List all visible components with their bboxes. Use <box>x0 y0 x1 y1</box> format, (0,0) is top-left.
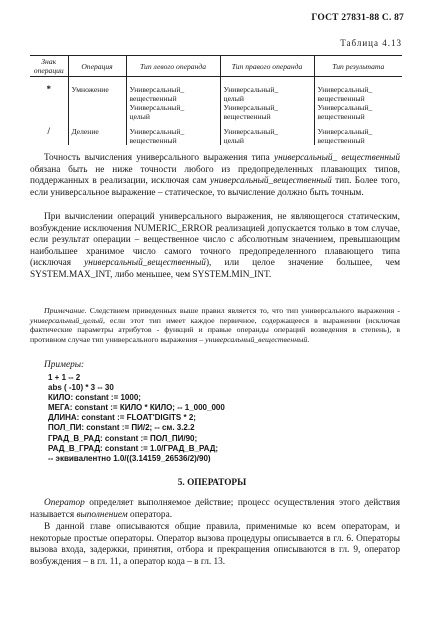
code-line: РАД_В_ГРАД: constant := 1.0/ГРАД_В_РАД; <box>48 443 219 453</box>
result-cell <box>314 85 402 121</box>
cell-text: Универсальный_ <box>129 103 185 112</box>
text-run: ), или целое значение большее, чем SYSTEM.MAX_INT, либо меньшее, чем SYSTEM.MIN_INT. <box>30 258 400 280</box>
italic-term: универсальный_вещественный <box>84 258 206 269</box>
cell-text: вещественный <box>129 136 177 145</box>
op-sign: * <box>46 84 51 94</box>
col-header-sign: Знак операции <box>30 56 68 77</box>
cell-text: Универсальный_ <box>129 85 185 94</box>
cell-text: вещественный <box>317 112 365 121</box>
paragraph-exceptions <box>30 212 400 282</box>
col-header-right-operand: Тип правого операнда <box>220 56 314 77</box>
paragraph-operator-def <box>30 498 400 521</box>
cell-text: целый <box>129 112 150 121</box>
cell-text: Универсальный_ <box>223 85 279 94</box>
text-run: При вычислении операций универсального выражения, не являющегося статическим, возбуждение исключения NUMERIC_ERROR реализацией допускается только в том случае, если результат операции – вещественное число с абсолютным значением, превышающим наибольшее хранимое число самого точного предопределенного плавающего типа (исключая <box>30 212 400 269</box>
right-operand-cell <box>220 121 314 145</box>
text-run: оператора. <box>127 509 173 520</box>
note-label: Примечание. <box>44 306 87 315</box>
examples-title: Примеры: <box>44 360 85 370</box>
cell-text: Универсальный_ <box>129 127 185 136</box>
right-operand-cell <box>220 85 314 121</box>
cell-text: вещественный <box>317 94 365 103</box>
cell-text: целый <box>223 136 244 145</box>
cell-text: Универсальный_ <box>223 127 279 136</box>
cell-text: Универсальный_ <box>317 103 373 112</box>
text-run: В данной главе описываются общие правила, применимые ко всем операторам, и некоторые простые операторы. Оператор вызова процедуры описывается в гл. 6. Операторы вызова входа, задержки, принятия, отбора и прекращения описываются в гл. 9, оператор возбуждения – в гл. 11, а оператор кода – в гл. 13. <box>30 522 400 567</box>
col-header-result: Тип результата <box>314 56 402 77</box>
code-line: ПОЛ_ПИ: constant := ПИ/2; -- см. 3.2.2 <box>48 423 195 433</box>
italic-term: универсальный_вещественный <box>209 176 332 187</box>
cell-text: вещественный <box>129 94 177 103</box>
italic-term: выполнением <box>76 509 128 520</box>
code-line: abs ( -10) * 3 -- 30 <box>48 383 114 393</box>
left-operand-cell <box>126 121 220 145</box>
result-cell <box>314 121 402 145</box>
cell-text: вещественный <box>223 112 271 121</box>
table-spacer-row <box>30 77 402 86</box>
italic-term: универсальный_ вещественный <box>273 153 400 163</box>
code-line: КИЛО: constant := 1000; <box>48 393 141 403</box>
col-header-operation: Операция <box>68 56 126 77</box>
text-run: Следствием приведенных выше правил является то, что тип универсального выражения - <box>86 306 400 315</box>
table-header-row <box>30 56 402 77</box>
text-run: Точность вычисления универсального выражения типа <box>44 153 274 163</box>
text-run: , если этот тип имеет каждое первичное, содержащееся в выражении (исключая фактические параметры атрибутов - функций и правые операнды операций возведения в степень), в противном случае тип универсального выражения – <box>30 315 400 344</box>
op-name: Деление <box>68 121 126 145</box>
cell-text: целый <box>223 94 244 103</box>
text-run: определяет выполняемое действие; процесс осуществления этого действия называется <box>30 498 400 520</box>
op-sign: / <box>47 126 50 136</box>
code-line: 1 + 1 -- 2 <box>48 373 81 382</box>
section-title: 5. ОПЕРАТОРЫ <box>177 478 247 488</box>
text-run: . <box>307 334 310 344</box>
paragraph-chapter-overview <box>30 522 400 568</box>
code-line: ГРАД_В_РАД: constant := ПОЛ_ПИ/90; <box>48 433 198 443</box>
table-caption: Таблица 4.13 <box>340 38 402 48</box>
note-paragraph <box>30 306 400 344</box>
table-row <box>30 85 402 121</box>
code-examples <box>48 373 225 464</box>
italic-term: Оператор <box>44 498 85 508</box>
op-name: Умножение <box>68 85 126 121</box>
italic-term: универсальный_вещественный <box>205 334 308 344</box>
paragraph-precision <box>30 153 400 199</box>
running-header: ГОСТ 27831-88 С. 87 <box>311 13 404 23</box>
operations-table <box>30 55 402 145</box>
cell-text: вещественный <box>317 136 365 145</box>
code-line: ДЛИНА: constant := FLOAT'DIGITS * 2; <box>48 413 196 423</box>
left-operand-cell <box>126 85 220 121</box>
code-line: МЕГА: constant := КИЛО * КИЛО; -- 1_000_000 <box>48 403 225 413</box>
col-header-left-operand: Тип левого операнда <box>126 56 220 77</box>
code-line: -- эквивалентно 1.0/((3.14159_26536/2)/90) <box>48 453 211 463</box>
italic-term: универсальный_целый <box>30 315 103 325</box>
text-run: тип. Более того, если универсальное выражение – статическое, то вычисление должно быть точным. <box>30 176 401 198</box>
table-row <box>30 121 402 145</box>
text-run: обязана быть не ниже точности любого из предопределенных плавающих типов, поддержанных в реализации, исключая сам <box>30 164 400 187</box>
cell-text: Универсальный_ <box>317 85 373 94</box>
cell-text: Универсальный_ <box>317 127 373 136</box>
cell-text: Универсальный_ <box>223 103 279 112</box>
